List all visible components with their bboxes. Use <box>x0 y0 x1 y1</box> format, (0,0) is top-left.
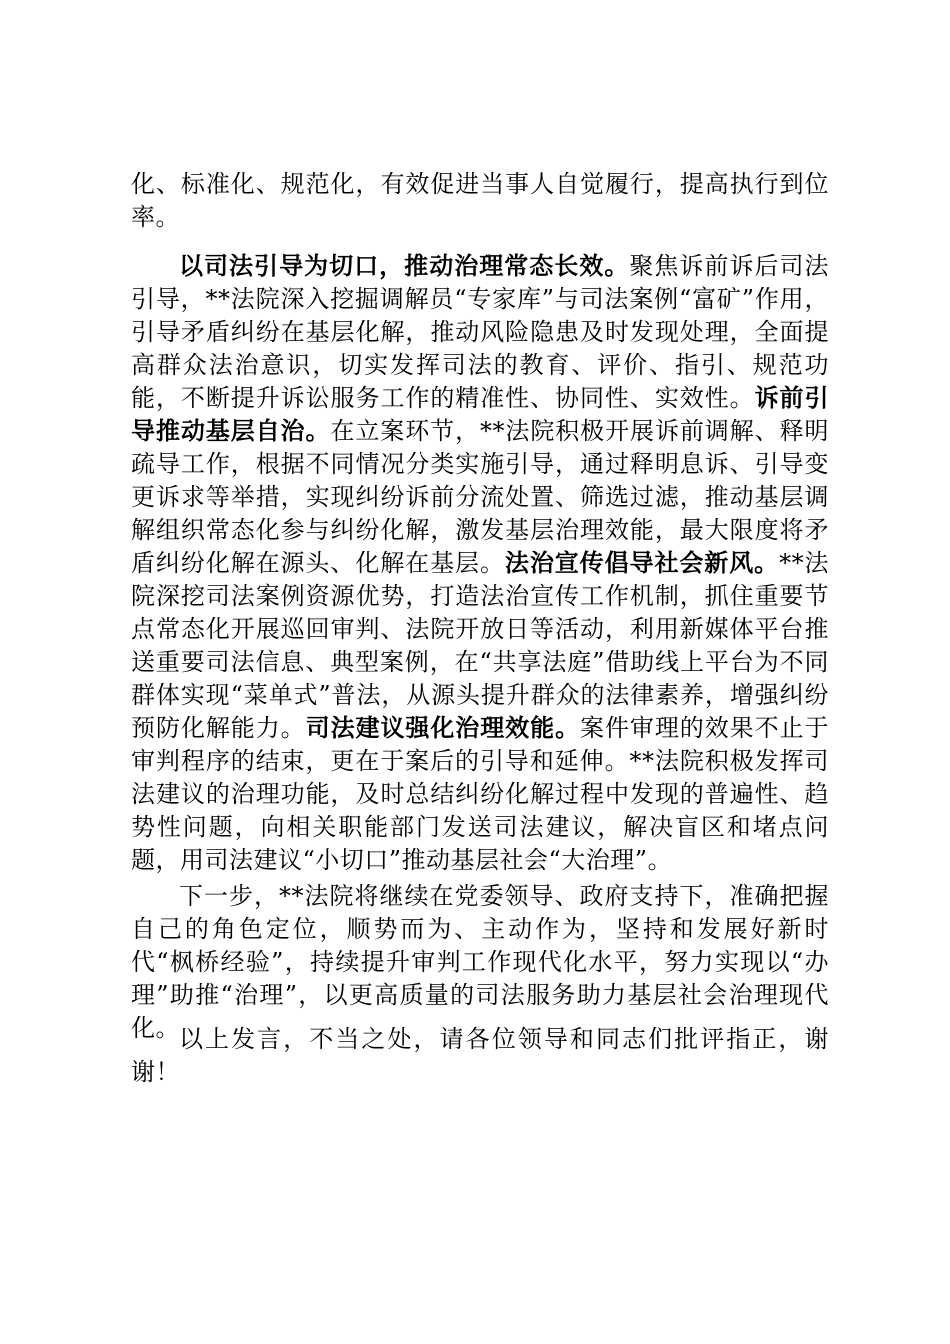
heading-judicial-guidance: 以司法引导为切口，推动治理常态长效。 <box>179 252 630 280</box>
paragraph-2-text-2: 在立案环节，**法院积极开展诉前调解、释明疏导工作，根据不同情况分类实施引导，通过释明息诉、引导变更诉求等举措，实现纠纷诉前分流处置、筛选过滤，推动基层调解组织常态化参与纠纷化解，激发基层治理效能，最大限度将矛盾纠纷化解在源头、化解在基层。 <box>131 417 830 577</box>
heading-judicial-suggestions: 司法建议强化治理效能。 <box>305 714 581 742</box>
paragraph-4 <box>131 1023 829 1089</box>
heading-legal-publicity: 法治宣传倡导社会新风。 <box>504 549 780 577</box>
paragraph-4-text: 以上发言，不当之处，请各位领导和同志们批评指正，谢谢！ <box>131 1025 829 1086</box>
paragraph-2-text-3: **法院深挖司法案例资源优势，打造法治宣传工作机制，抓住重要节点常态化开展巡回审判、法院开放日等活动，利用新媒体平台推送重要司法信息、典型案例，在“共享法庭”借助线上平台为不同群体实现“菜单式”普法，从源头提升群众的法律素养，增强纠纷预防化解能力。 <box>131 549 830 742</box>
paragraph-2-body <box>131 250 829 877</box>
paragraph-2-text-4: 案件审理的效果不止于审判程序的结束，更在于案后的引导和延伸。**法院积极发挥司法建议的治理功能，及时总结纠纷化解过程中发现的普遍性、趋势性问题，向相关职能部门发送司法建议，解决盲区和堵点问题，用司法建议“小切口”推动基层社会“大治理”。 <box>131 714 830 874</box>
paragraph-3-text: 下一步，**法院将继续在党委领导、政府支持下，准确把握自己的角色定位，顺势而为、主动作为，坚持和发展好新时代“枫桥经验”，持续提升审判工作现代化水平，努力实现以“办理”助推“治理”，以更高质量的司法服务助力基层社会治理现代化。 <box>131 882 829 1042</box>
paragraph-1 <box>131 168 829 234</box>
paragraph-2-text-1: 聚焦诉前诉后司法引导，**法院深入挖掘调解员“专家库”与司法案例“富矿”作用，引导矛盾纠纷在基层化解，推动风险隐患及时发现处理，全面提高群众法治意识，切实发挥司法的教育、评价、指引、规范功能，不断提升诉讼服务工作的精准性、协同性、实效性。 <box>131 252 829 412</box>
paragraph-1-text: 化、标准化、规范化，有效促进当事人自觉履行，提高执行到位率。 <box>131 170 829 231</box>
heading-pre-litigation-guidance: 诉前引导推动基层自治。 <box>131 384 829 445</box>
paragraph-3 <box>131 880 829 1045</box>
paragraph-2 <box>131 250 829 877</box>
